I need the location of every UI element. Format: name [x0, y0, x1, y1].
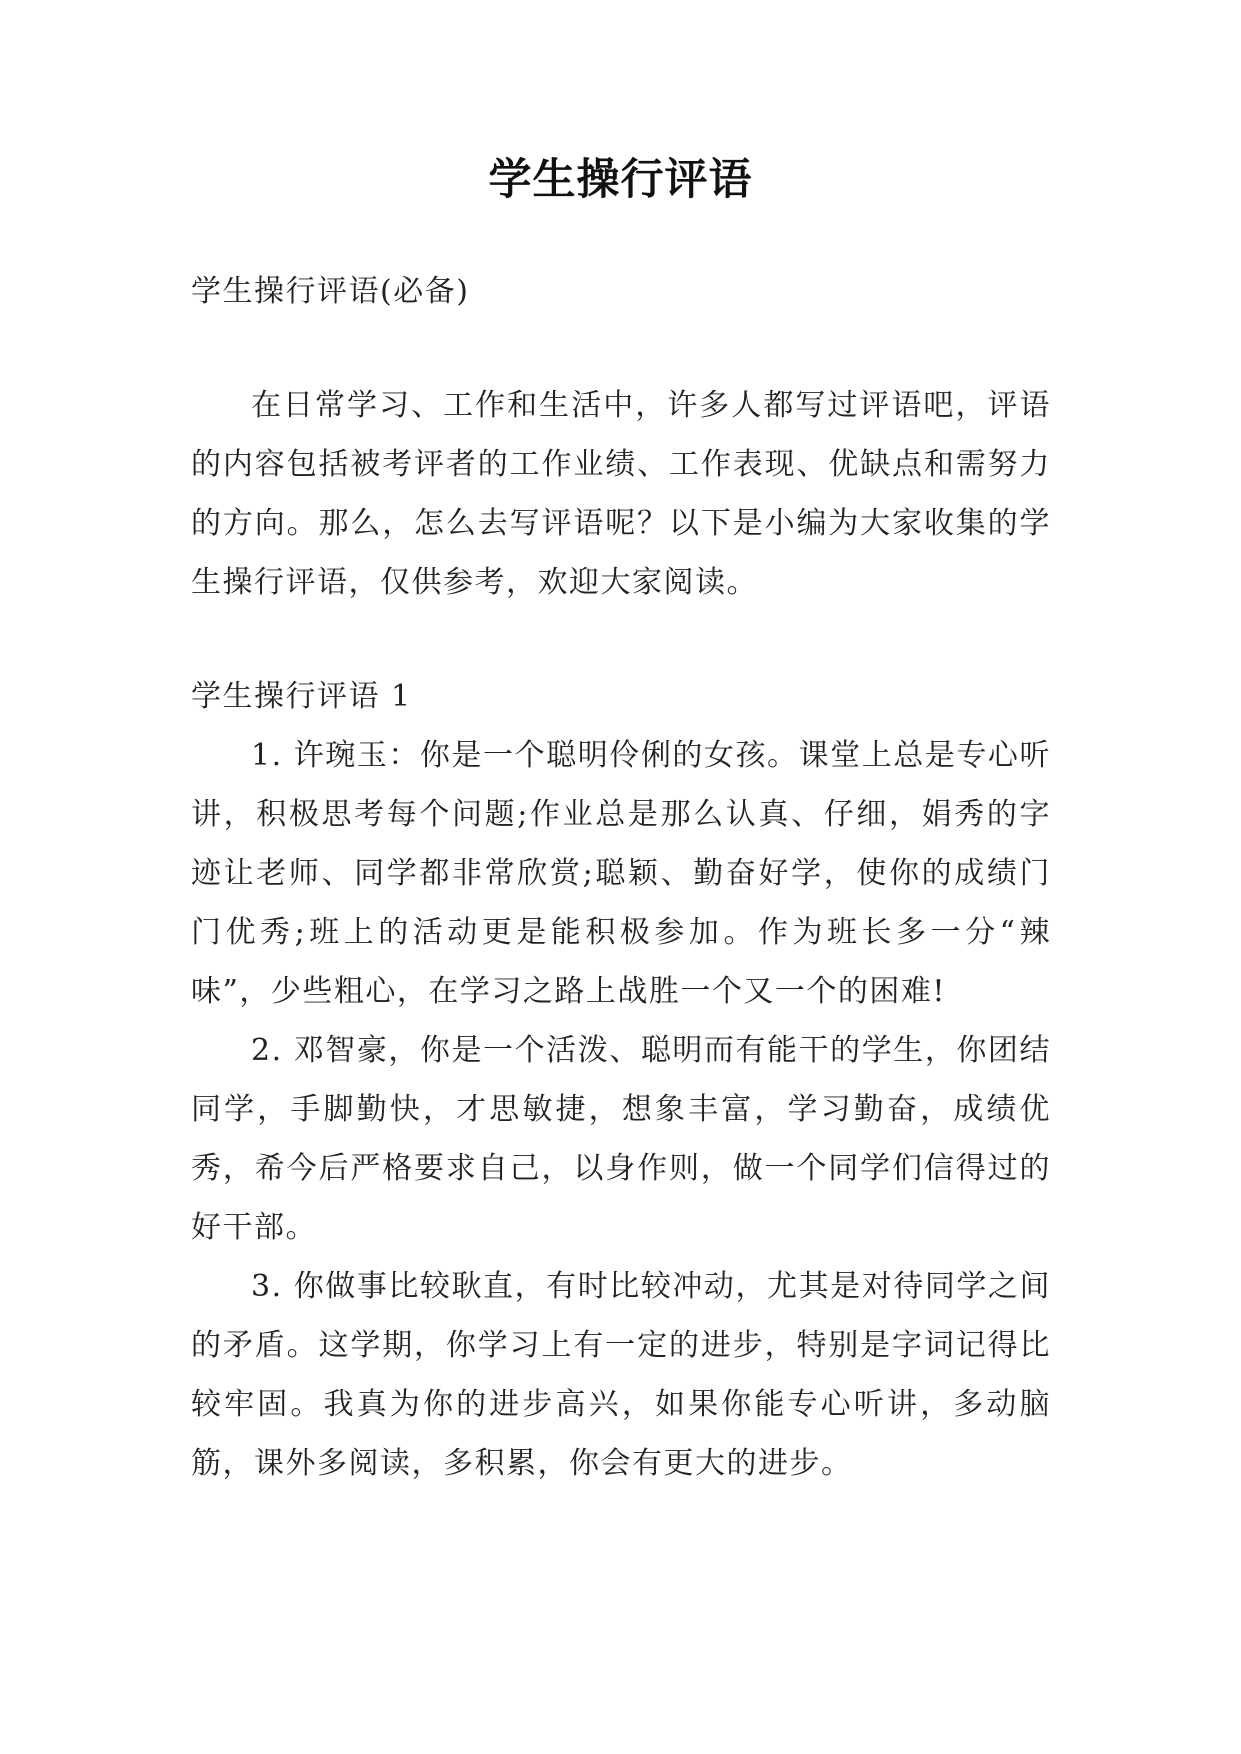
comment-item: 2. 邓智豪，你是一个活泼、聪明而有能干的学生，你团结同学，手脚勤快，才思敏捷，想象丰富，学习勤奋，成绩优秀，希今后严格要求自己，以身作则，做一个同学们信得过的好干部。: [191, 1033, 1051, 1245]
comment-item: 1. 许琬玉：你是一个聪明伶俐的女孩。课堂上总是专心听讲，积极思考每个问题;作业总是那么认真、仔细，娟秀的字迹让老师、同学都非常欣赏;聪颖、勤奋好学，使你的成绩门门优秀;班上的活动更是能积极参加。作为班长多一分“辣味”，少些粗心，在学习之路上战胜一个又一个的困难!: [191, 738, 1051, 1009]
document-title: 学生操行评语: [488, 155, 753, 205]
document-body: [191, 262, 1051, 1493]
comment-item: 3. 你做事比较耿直，有时比较冲动，尤其是对待同学之间的矛盾。这学期，你学习上有一定的进步，特别是字词记得比较牢固。我真为你的进步高兴，如果你能专心听讲，多动脑筋，课外多阅读，多积累，你会有更大的进步。: [191, 1269, 1051, 1481]
section-heading: 学生操行评语 1: [191, 679, 412, 714]
intro-paragraph: 在日常学习、工作和生活中，许多人都写过评语吧，评语的内容包括被考评者的工作业绩、工作表现、优缺点和需努力的方向。那么，怎么去写评语呢？以下是小编为大家收集的学生操行评语，仅供参考，欢迎大家阅读。: [191, 388, 1051, 600]
document-subtitle: 学生操行评语(必备): [191, 274, 470, 309]
